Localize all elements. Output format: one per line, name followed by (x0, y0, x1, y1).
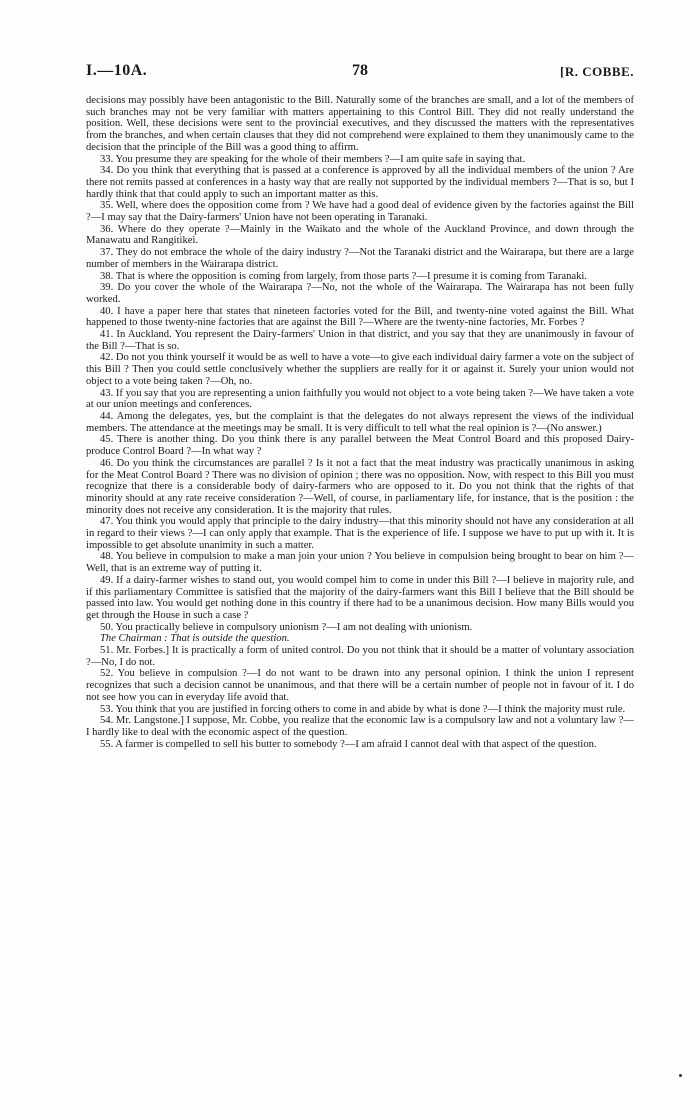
page-header (86, 62, 634, 86)
paragraph: 50. You practically believe in compulsory unionism ?—I am not dealing with unionism. (100, 621, 473, 633)
paragraph: 42. Do not you think yourself it would be as well to have a vote—to give each individual dairy farmer a vote on the subject of this Bill ? Then you could settle conclusively whether the suppliers are really for it or against it. Surely your union would not object to a vote being taken ?—Oh, no. (86, 352, 634, 387)
paragraph: 35. Well, where does the opposition come from ? We have had a good deal of evidence given by the factories against the Bill ?—I may say that the Dairy-farmers' Union have not been operating in Taranaki. (86, 200, 634, 224)
paragraph: 45. There is another thing. Do you think there is any parallel between the Meat Control Board and this proposed Dairy-produce Control Board ?—In what way ? (86, 434, 634, 458)
paragraph: 44. Among the delegates, yes, but the complaint is that the delegates do not always represent the views of the individual members. The attendance at the meetings may be small. It is very difficult to tell what the real opinion is ?—(No answer.) (86, 410, 634, 434)
witness-name: [R. COBBE. (560, 64, 634, 79)
page-number: 78 (352, 62, 368, 79)
scan-speck (679, 1074, 682, 1077)
paragraph: decisions may possibly have been antagonistic to the Bill. Naturally some of the branches are small, and a lot of the members of such branches may not be very familiar with matters appertaining to this Control Bill. They did not really understand the position. Well, these decisions were sent to the provincial executives, and they discussed the matters with the representatives from the branches, and when certain clauses that they did not comprehend were explained to them they unanimously came to the decision that the principle of the Bill was a good thing to affirm. (86, 95, 634, 153)
paragraph: 52. You believe in compulsion ?—I do not want to be drawn into any personal opinion. I think the union I represent recognizes that such a decision cannot be unanimous, and that there will be a certain number of people not in favour of it. I do not see how you can in everyday life avoid that. (86, 668, 634, 703)
paragraph: 37. They do not embrace the whole of the dairy industry ?—Not the Taranaki district and the Wairarapa, but there are a large number of members in the Wairarapa district. (86, 247, 634, 270)
paragraph: 49. If a dairy-farmer wishes to stand out, you would compel him to come in under this Bill ?—I believe in majority rule, and if this parliamentary Committee is satisfied that the majority of the dairy-farmers want this Bill I believe that the Bill should be passed into law. You would get nothing done in this country if there had to be a unanimous decision. How many Bills would you get through the House in such a case ? (86, 574, 634, 621)
paragraph: 43. If you say that you are representing a union faithfully you would not object to a vote being taken ?—We have taken a vote at our union meetings and conferences. (86, 387, 634, 411)
paragraph: The Chairman : That is outside the question. (100, 633, 290, 645)
document-body (86, 95, 634, 750)
paragraph: 53. You think that you are justified in forcing others to come in and abide by what is done ?—I think the majority must rule. (100, 703, 626, 715)
paragraph: 48. You believe in compulsion to make a man join your union ? You believe in compulsion being brought to bear on him ?—Well, that is an extreme way of putting it. (86, 551, 634, 575)
paragraph: 39. Do you cover the whole of the Wairarapa ?—No, not the whole of the Wairarapa. The Wairarapa has not been fully worked. (86, 282, 634, 305)
paragraph: 51. Mr. Forbes.] It is practically a form of united control. Do you not think that it should be a matter of voluntary association ?—No, I do not. (86, 645, 634, 668)
paragraph: 41. In Auckland. You represent the Dairy-farmers' Union in that district, and you say that they are unanimously in favour of the Bill ?—That is so. (86, 329, 634, 352)
paragraph: 34. Do you think that everything that is passed at a conference is approved by all the individual members of the union ? Are there not remits passed at conferences in a hasty way that are really not supported by the individual members ?—That is so, but I hardly think that that could apply to such an important matter as this. (86, 165, 634, 200)
paragraph: 38. That is where the opposition is coming from largely, from those parts ?—I presume it is coming from Taranaki. (100, 270, 587, 282)
paragraph: 46. Do you think the circumstances are parallel ? Is it not a fact that the meat industry was practically unanimous in asking for the Meat Control Board ? There was no division of opinion ; there was no opposition. Now, with respect to this Bill you must recognize that there is a considerable body of dairy-farmers who are opposed to it. Do you not think that the rights of that minority should at any rate receive consideration ?—Well, of course, in parliamentary life, for instance, that is the position : the minority does not receive any consideration. It is the majority that rules. (86, 457, 634, 516)
paragraph: 40. I have a paper here that states that nineteen factories voted for the Bill, and twenty-nine voted against the Bill. What happened to those twenty-nine factories that are against the Bill ?—Where are the twenty-nine factories, Mr. Forbes ? (86, 305, 634, 329)
paragraph: 54. Mr. Langstone.] I suppose, Mr. Cobbe, you realize that the economic law is a compulsory law and not a voluntary law ?—I hardly like to deal with the economic aspect of the question. (86, 715, 634, 738)
document-reference: I.—10A. (86, 62, 148, 79)
paragraph: 33. You presume they are speaking for the whole of their members ?—I am quite safe in saying that. (100, 153, 526, 165)
paragraph: 55. A farmer is compelled to sell his butter to somebody ?—I am afraid I cannot deal with that aspect of the question. (100, 738, 597, 750)
paragraph: 47. You think you would apply that principle to the dairy industry—that this minority should not have any consideration at all in regard to their views ?—I can only apply that example. That is the experience of life. I suppose we have to put up with it. It is impossible to get absolute unanimity in such a matter. (86, 516, 634, 551)
paragraph: 36. Where do they operate ?—Mainly in the Waikato and the whole of the Auckland Province, and down through the Manawatu and Rangitikei. (86, 223, 634, 247)
